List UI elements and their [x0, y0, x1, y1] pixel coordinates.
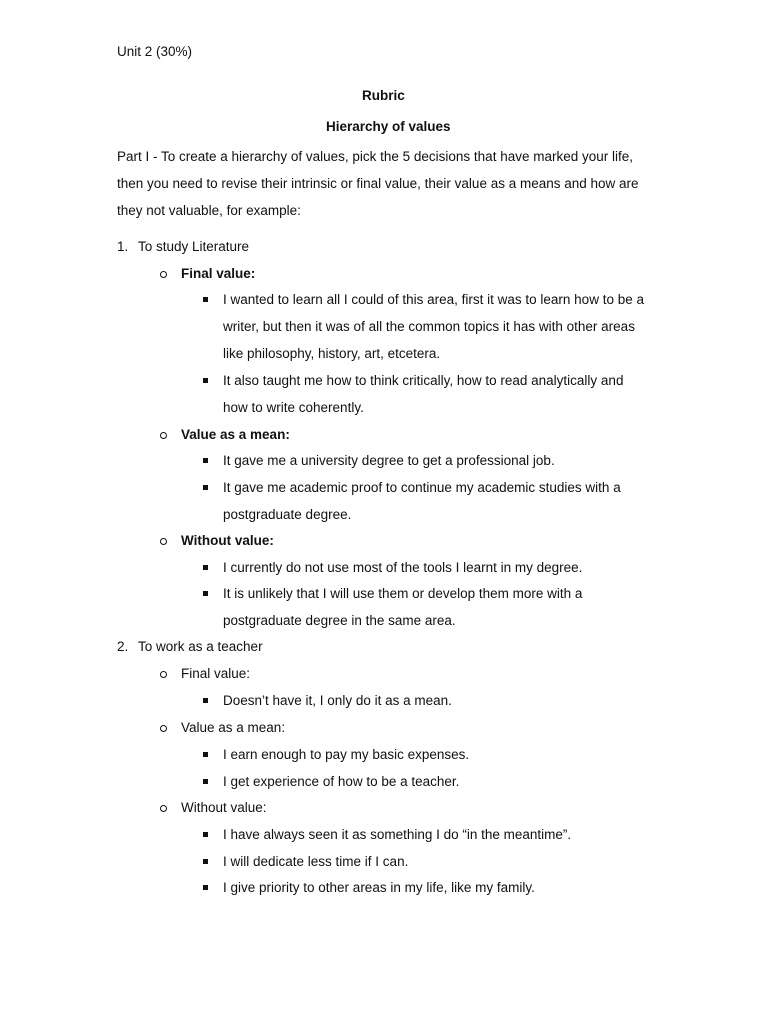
- section-1-final-item-1-line-2: writer, but then it was of all the common topics it has with other areas: [223, 319, 635, 334]
- circle-bullet-icon: [160, 538, 167, 545]
- section-1-final-item-2-line-2: how to write coherently.: [223, 400, 364, 415]
- section-1-mean-label: Value as a mean:: [181, 427, 290, 442]
- section-1-final-item-1-line-1: I wanted to learn all I could of this area, first it was to learn how to be a: [223, 292, 644, 307]
- section-1-final-item-2-line-1: It also taught me how to think critically, how to read analytically and: [223, 373, 624, 388]
- rubric-title: Rubric: [362, 88, 405, 103]
- section-2-without-item-3: I give priority to other areas in my life, like my family.: [223, 880, 535, 895]
- section-1-heading: To study Literature: [138, 239, 250, 254]
- circle-bullet-icon: [160, 725, 167, 732]
- circle-bullet-icon: [160, 432, 167, 439]
- section-1-final-item-1-line-3: like philosophy, history, art, etcetera.: [223, 346, 441, 361]
- section-2-mean-item-2: I get experience of how to be a teacher.: [223, 774, 460, 789]
- circle-bullet-icon: [160, 271, 167, 278]
- square-bullet-icon: [203, 297, 208, 302]
- intro-line-2: then you need to revise their intrinsic or final value, their value as a means and how are: [117, 176, 639, 191]
- section-2-heading: To work as a teacher: [138, 639, 263, 654]
- square-bullet-icon: [203, 832, 208, 837]
- section-2-number: 2.: [117, 639, 129, 654]
- square-bullet-icon: [203, 698, 208, 703]
- square-bullet-icon: [203, 752, 208, 757]
- intro-line-1: Part I - To create a hierarchy of values, pick the 5 decisions that have marked your life,: [117, 149, 634, 164]
- hierarchy-subtitle: Hierarchy of values: [326, 119, 451, 134]
- section-1-without-label: Without value:: [181, 533, 274, 548]
- section-1-without-item-2-line-1: It is unlikely that I will use them or develop them more with a: [223, 586, 583, 601]
- circle-bullet-icon: [160, 805, 167, 812]
- square-bullet-icon: [203, 859, 208, 864]
- section-1-number: 1.: [117, 239, 129, 254]
- square-bullet-icon: [203, 485, 208, 490]
- square-bullet-icon: [203, 565, 208, 570]
- section-2-final-item-1: Doesn’t have it, I only do it as a mean.: [223, 693, 452, 708]
- intro-line-3: they not valuable, for example:: [117, 203, 301, 218]
- section-1-mean-item-1: It gave me a university degree to get a professional job.: [223, 453, 555, 468]
- section-1-without-item-1: I currently do not use most of the tools I learnt in my degree.: [223, 560, 583, 575]
- section-1-mean-item-2-line-2: postgraduate degree.: [223, 507, 352, 522]
- square-bullet-icon: [203, 458, 208, 463]
- section-2-without-item-1: I have always seen it as something I do “in the meantime”.: [223, 827, 572, 842]
- circle-bullet-icon: [160, 671, 167, 678]
- section-2-without-label: Without value:: [181, 800, 267, 815]
- section-1-without-item-2-line-2: postgraduate degree in the same area.: [223, 613, 456, 628]
- section-1-mean-item-2-line-1: It gave me academic proof to continue my academic studies with a: [223, 480, 621, 495]
- square-bullet-icon: [203, 591, 208, 596]
- square-bullet-icon: [203, 378, 208, 383]
- section-1-final-label: Final value:: [181, 266, 256, 281]
- square-bullet-icon: [203, 779, 208, 784]
- square-bullet-icon: [203, 885, 208, 890]
- section-2-final-label: Final value:: [181, 666, 251, 681]
- unit-header: Unit 2 (30%): [117, 44, 193, 59]
- section-2-mean-label: Value as a mean:: [181, 720, 286, 735]
- section-2-mean-item-1: I earn enough to pay my basic expenses.: [223, 747, 470, 762]
- section-2-without-item-2: I will dedicate less time if I can.: [223, 854, 409, 869]
